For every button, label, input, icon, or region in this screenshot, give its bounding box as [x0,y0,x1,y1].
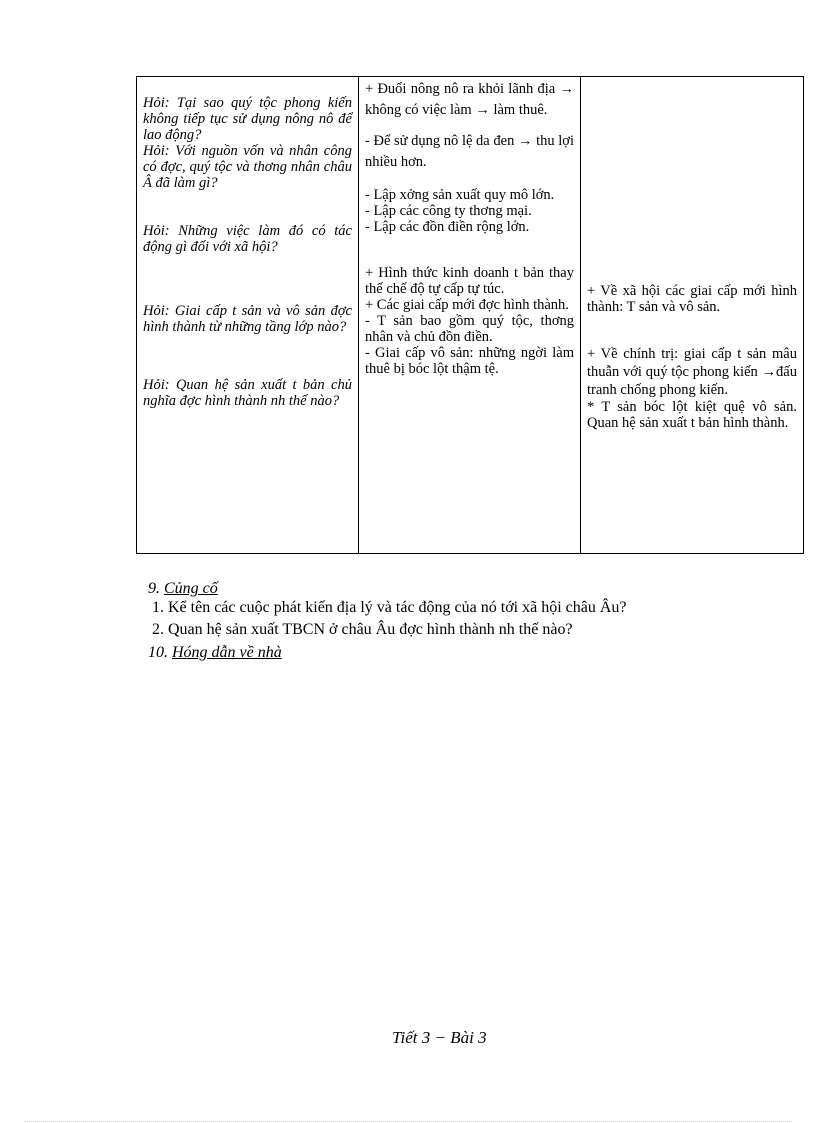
answer-9: - Giai cấp vô sản: những ngời làm thuê bị bóc lột thậm tệ. [365,345,574,377]
table-row [137,77,804,554]
answer-1: + Đuổi nông nô ra khỏi lãnh địa → không có việc làm → làm thuê. [365,81,574,118]
question-4: Hỏi: Giai cấp t sản và vô sản đợc hình thành từ những tầng lớp nào? [143,303,352,335]
homework-heading [148,643,282,663]
answers-cell [359,77,581,554]
answer-7: + Các giai cấp mới đợc hình thành. [365,297,569,313]
consolidation-title: Củng cố [164,580,218,597]
lesson-table [136,76,804,554]
answer-5: - Lập các đồn điền rộng lớn. [365,219,530,235]
question-1: Hỏi: Tại sao quý tộc phong kiến không tiếp tục sử dụng nông nô để lao động? [143,95,352,143]
results-cell [581,77,804,554]
page-divider [24,1121,792,1122]
answer-6: + Hình thức kinh doanh t bản thay thế chế độ tự cấp tự túc. [365,265,574,297]
list-item: 2. Quan hệ sản xuất TBCN ở châu Âu đợc hình thành nh thế nào? [152,621,573,638]
questions-cell [137,77,359,554]
result-1: + Về xã hội các giai cấp mới hình thành: T sản và vô sản. [587,283,797,315]
answer-3: - Lập xởng sản xuất quy mô lớn. [365,187,555,203]
homework-title: Hóng dẫn về nhà [172,644,282,661]
list-item: 1. Kể tên các cuộc phát kiến địa lý và tác động của nó tới xã hội châu Âu? [152,599,627,616]
question-5: Hỏi: Quan hệ sản xuất t bản chủ nghĩa đợc hình thành nh thế nào? [143,377,352,409]
consolidation-heading [148,579,218,599]
consolidation-number: 9. [148,580,160,597]
lesson-footer: Tiết 3 − Bài 3 [392,1028,487,1047]
question-3: Hỏi: Những việc làm đó có tác động gì đối với xã hội? [143,223,352,255]
homework-number: 10. [148,644,168,661]
answer-4: - Lập các công ty thơng mại. [365,203,532,219]
question-2: Hỏi: Với nguồn vốn và nhân công có đợc, quý tộc và thơng nhân châu Â đã làm gì? [143,143,352,191]
answer-8: - T sản bao gồm quý tộc, thơng nhân và chủ đồn điền. [365,313,574,345]
result-2: + Về chính trị: giai cấp t sản mâu thuẫn với quý tộc phong kiến →đấu tranh chống phong kiến. [587,346,797,398]
answer-2: - Để sử dụng nô lệ da đen → thu lợi nhiều hơn. [365,133,574,170]
result-3: * T sản bóc lột kiệt quệ vô sản. Quan hệ sản xuất t bản hình thành. [587,399,797,431]
